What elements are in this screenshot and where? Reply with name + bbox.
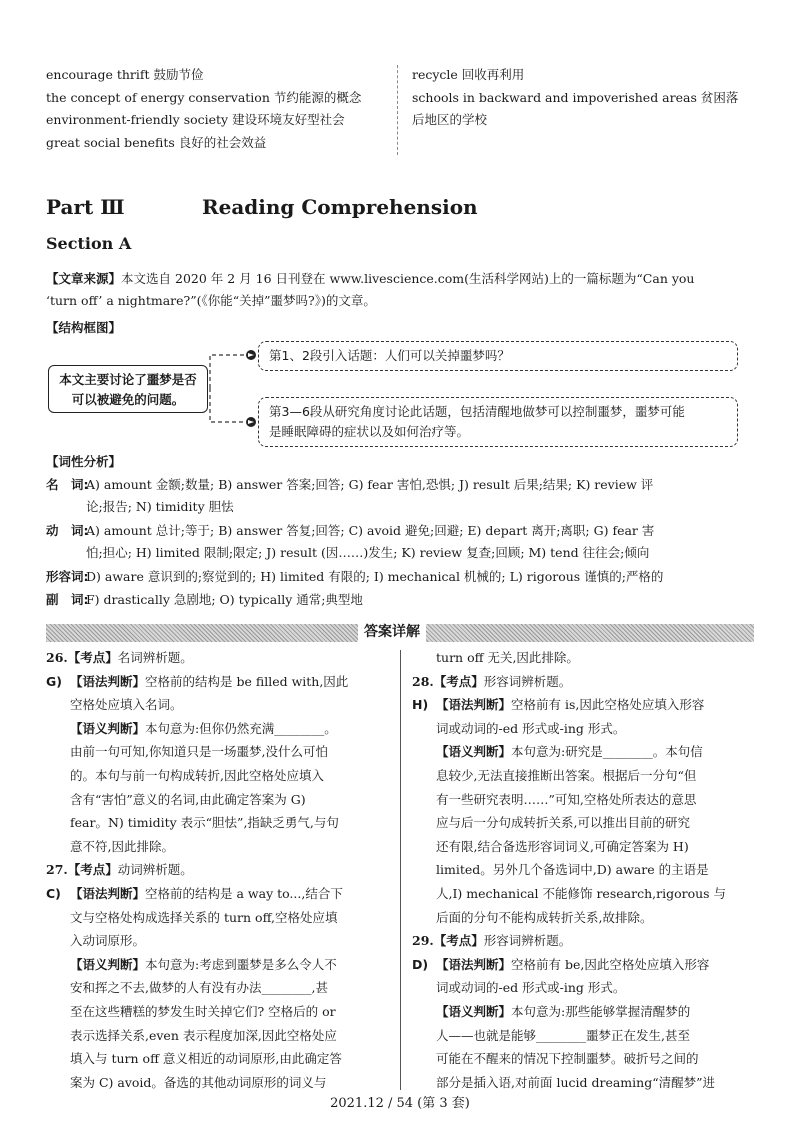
answer-text: 29.【考点】形容词辨析题。 xyxy=(412,933,572,949)
page-footer: 2021.12 / 54 (第 3 套) xyxy=(330,1096,470,1111)
answer-line xyxy=(412,835,758,859)
answer-text: 人,I) mechanical 不能修饰 research,rigorous 与 xyxy=(436,885,727,901)
vocab-list-left xyxy=(46,64,361,154)
answer-line xyxy=(46,646,396,670)
word-class-noun xyxy=(46,474,758,518)
answer-text: 入动词原形。 xyxy=(70,933,146,949)
answer-line xyxy=(412,646,758,670)
noun-line-1: A) amount 金额;数量; B) answer 答案;回答; G) fear 害怕,恐惧; J) result 后果;结果; K) review 评 xyxy=(86,477,654,492)
answer-line xyxy=(412,906,758,930)
answer-text: 空格处应填入名词。 xyxy=(70,697,183,713)
frame-main-box: 本文主要讨论了噩梦是否可以被避免的问题。 xyxy=(48,365,208,413)
answer-text: 【语义判断】本句意为:那些能够掌握清醒梦的 xyxy=(436,1003,691,1019)
source-line-2: ‘turn off’ a nightmare?”(《你能“关掉”噩梦吗?》)的文章。 xyxy=(46,293,376,308)
answer-line xyxy=(412,811,758,835)
vocab-item: schools in backward and impoverished areas 贫困落 xyxy=(412,89,739,105)
vocab-item: environment-friendly society 建设环境友好型社会 xyxy=(46,112,345,127)
answer-text: 人——也就是能够________噩梦正在发生,甚至 xyxy=(436,1027,690,1043)
answer-line xyxy=(46,835,396,859)
answer-text: 案为 C) avoid。备选的其他动词原形的词义与 xyxy=(70,1074,327,1090)
answer-text: limited。另外几个备选词中,D) aware 的主语是 xyxy=(436,862,709,878)
answer-text: 【语义判断】本句意为:但你仍然充满________。 xyxy=(70,720,337,736)
answer-line xyxy=(412,740,758,764)
answer-line xyxy=(46,882,396,906)
answer-line xyxy=(412,717,758,741)
answer-line xyxy=(46,740,396,764)
answer-line xyxy=(412,953,758,977)
answer-text: 安和挥之不去,做梦的人有没有办法________,甚 xyxy=(70,980,328,996)
frame-tag: 【结构框图】 xyxy=(46,320,122,335)
adj-label: 形容词: xyxy=(46,569,89,584)
answer-line xyxy=(412,670,758,694)
answer-line xyxy=(412,858,758,882)
word-class-tag: 【词性分析】 xyxy=(46,454,122,469)
answer-line xyxy=(46,906,396,930)
source-tag: 【文章来源】 xyxy=(46,271,122,286)
answer-text: 26.【考点】名词辨析题。 xyxy=(46,650,193,665)
answer-text: 由前一句可知,你知道只是一场噩梦,没什么可怕 xyxy=(70,744,328,760)
section-heading: Section A xyxy=(46,234,132,253)
answer-text: 【语法判断】空格前有 be,因此空格处应填入形容 xyxy=(436,956,710,972)
answer-line xyxy=(46,1024,396,1048)
article-source xyxy=(46,268,758,312)
answer-text: 【语法判断】空格前的结构是 a way to...,结合下 xyxy=(70,885,343,901)
answer-line xyxy=(412,1000,758,1024)
answer-text: 27.【考点】动词辨析题。 xyxy=(46,862,193,878)
adv-label: 副 词: xyxy=(46,592,89,607)
answer-text: fear。N) timidity 表示“胆怯”,指缺乏勇气,与句 xyxy=(70,815,339,831)
answer-line xyxy=(412,1071,758,1095)
frame-item-2-line-2: 是睡眠障碍的症状以及如何治疗等。 xyxy=(269,424,470,439)
answer-line xyxy=(46,1000,396,1024)
answer-option-letter: G) xyxy=(46,673,62,689)
answer-banner-label: 答案详解 xyxy=(358,620,426,644)
verb-line-2: 怕;担心; H) limited 限制;限定; J) result (因……)发生; K) review 复查;回顾; M) tend 往往会;倾向 xyxy=(86,545,650,560)
vocab-item: great social benefits 良好的社会效益 xyxy=(46,134,267,150)
column-divider xyxy=(400,650,401,1090)
vocab-list-right xyxy=(412,64,738,132)
answer-line xyxy=(46,717,396,741)
answer-line xyxy=(412,929,758,953)
part-number: Part Ⅲ xyxy=(46,195,125,219)
answer-line xyxy=(46,764,396,788)
answer-text: 28.【考点】形容词辨析题。 xyxy=(412,673,572,689)
verb-label: 动 词: xyxy=(46,523,89,538)
answer-line xyxy=(412,1024,758,1048)
answer-line xyxy=(46,953,396,977)
answer-text: 表示选择关系,even 表示程度加深,因此空格处应 xyxy=(70,1027,337,1043)
answer-text: 后面的分句不能构成转折关系,故排除。 xyxy=(436,909,653,925)
noun-line-2: 论;报告; N) timidity 胆怯 xyxy=(86,499,234,514)
answer-line xyxy=(412,976,758,1000)
source-line-1: 本文选自 2020 年 2 月 16 日刊登在 www.livescience.com(生活科学网站)上的一篇标题为“Can you xyxy=(121,271,695,286)
vocab-item: encourage thrift 鼓励节俭 xyxy=(46,67,204,82)
answer-text: 有一些研究表明……”可知,空格处所表达的意思 xyxy=(436,791,697,807)
answer-text: 息较少,无法直接推断出答案。根据后一分句“但 xyxy=(436,767,697,783)
answer-line xyxy=(46,811,396,835)
frame-item-2-line-1: 第3—6段从研究角度讨论此话题，包括清醒地做梦可以控制噩梦，噩梦可能 xyxy=(269,404,685,419)
answer-line xyxy=(46,929,396,953)
word-class-adv xyxy=(46,589,758,611)
answer-text: 还有限,结合备选形容词词义,可确定答案为 H) xyxy=(436,838,689,854)
answer-text: 文与空格处构成选择关系的 turn off,空格处应填 xyxy=(70,909,338,925)
answer-line xyxy=(46,670,396,694)
adv-line-1: F) drastically 急剧地; O) typically 通常;典型地 xyxy=(86,592,363,607)
answer-line xyxy=(46,788,396,812)
verb-line-1: A) amount 总计;等于; B) answer 答复;回答; C) avoid 避免;回避; E) depart 离开;离职; G) fear 害 xyxy=(86,523,655,538)
answer-option-letter: D) xyxy=(412,956,429,972)
answer-text: 【语义判断】本句意为:研究是________。本句信 xyxy=(436,744,703,760)
answer-text: 应与后一分句成转折关系,可以推出目前的研究 xyxy=(436,815,690,831)
answer-line xyxy=(412,788,758,812)
vocab-item: 后地区的学校 xyxy=(412,112,488,127)
answer-column-right xyxy=(412,646,758,1094)
answer-line xyxy=(46,858,396,882)
answer-text: 含有“害怕”意义的名词,由此确定答案为 G) xyxy=(70,791,306,807)
word-class-verb xyxy=(46,520,758,564)
frame-connector xyxy=(208,340,264,440)
answer-text: 填入与 turn off 意义相近的动词原形,由此确定答 xyxy=(70,1051,342,1067)
answer-text: 【语法判断】空格前的结构是 be filled with,因此 xyxy=(70,673,349,689)
frame-item-2 xyxy=(258,397,738,447)
answer-text: 部分是插入语,对前面 lucid dreaming“清醒梦”进 xyxy=(436,1074,715,1090)
answer-option-letter: C) xyxy=(46,885,61,901)
adj-line-1: D) aware 意识到的;察觉到的; H) limited 有限的; I) mechanical 机械的; L) rigorous 谨慎的;严格的 xyxy=(86,569,664,584)
answer-text: 【语义判断】本句意为:考虑到噩梦是多么令人不 xyxy=(70,956,337,972)
answer-text: 词或动词的-ed 形式或-ing 形式。 xyxy=(436,980,626,996)
answer-line xyxy=(46,693,396,717)
noun-label: 名 词: xyxy=(46,477,89,492)
answer-line xyxy=(412,882,758,906)
answer-text: turn off 无关,因此排除。 xyxy=(436,650,579,665)
vocab-item: recycle 回收再利用 xyxy=(412,67,525,82)
answer-line xyxy=(46,976,396,1000)
answer-line xyxy=(46,1071,396,1095)
answer-text: 词或动词的-ed 形式或-ing 形式。 xyxy=(436,720,626,736)
answer-column-left xyxy=(46,646,396,1094)
answer-line xyxy=(412,693,758,717)
part-title: Reading Comprehension xyxy=(202,195,478,219)
vocab-divider xyxy=(397,65,398,155)
answer-text: 可能在不醒来的情况下控制噩梦。破折号之间的 xyxy=(436,1051,699,1067)
answer-line xyxy=(412,1047,758,1071)
vocab-item: the concept of energy conservation 节约能源的概念 xyxy=(46,89,362,105)
answer-line xyxy=(46,1047,396,1071)
answer-text: 意不符,因此排除。 xyxy=(70,838,174,854)
answer-option-letter: H) xyxy=(412,697,429,713)
word-class-adj xyxy=(46,566,758,588)
answer-text: 【语法判断】空格前有 is,因此空格处应填入形容 xyxy=(436,697,705,713)
frame-item-1: 第1、2段引入话题：人们可以关掉噩梦吗？ xyxy=(258,341,738,371)
answer-text: 的。本句与前一句构成转折,因此空格处应填入 xyxy=(70,767,324,783)
answer-text: 至在这些糟糕的梦发生时关掉它们? 空格后的 or xyxy=(70,1003,336,1019)
answer-line xyxy=(412,764,758,788)
